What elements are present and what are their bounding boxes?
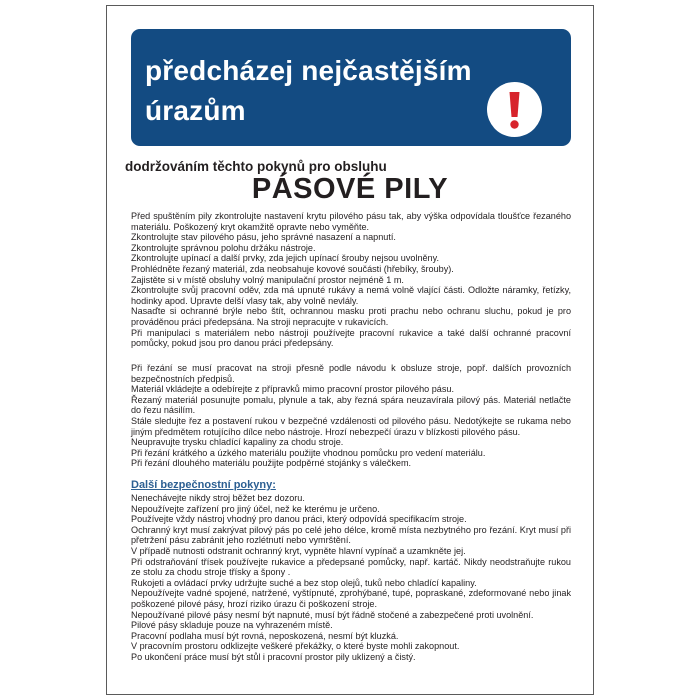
instruction-item: Zkontrolujte stav pilového pásu, jeho správné nasazení a napnutí. [131,232,396,243]
instruction-item: Nasaďte si ochranné brýle nebo štít, ochrannou masku proti prachu nebo ochranu sluchu, pokud je pro prováděnou práci předepsána. Na stroji nepracujte v rukavicích. [131,306,571,327]
instruction-item: Při řezání se musí pracovat na stroji přesně podle návodu k obsluze stroje, popř. dalších provozních bezpečnostních předpisů. [131,363,571,384]
safety-item: Pracovní podlaha musí být rovná, neposkozená, nesmí být kluzká. [131,630,399,641]
safety-item: Po ukončení práce musí být stůl i pracovní prostor pily uklizený a čistý. [131,651,416,662]
instruction-item: Před spuštěním pily zkontrolujte nastavení krytu pilového pásu tak, aby výška odpovídala tloušťce řezaného materiálu. Poškozený kryt okamžitě opravte nebo vyměňte. [131,211,571,232]
instruction-item: Při řezání krátkého a úzkého materiálu použijte vhodnou pomůcku pro vedení materiálu. [131,447,486,458]
instruction-item: Zkontrolujte správnou polohu držáku nástroje. [131,242,316,253]
instruction-item: Při manipulaci s materiálem nebo nástroji používejte pracovní rukavice a také další ochranné pracovní pomůcky, pokud jsou pro danou práci předepsány. [131,327,571,349]
instruction-item: Při řezání dlouhého materiálu použijte podpěrné stojánky s válečkem. [131,458,412,469]
safety-item: V pracovním prostoru odklizejte veškeré překážky, o které byste mohli zakopnout. [131,641,460,652]
instruction-item: Stále sledujte řez a postavení rukou v bezpečné vzdálenosti od pilového pásu. Nedotýkejte se rukama nebo jiným předmětem rotujícího dílce nebo nástroje. Hrozí nebezpečí úrazu v blízkosti pilového pásu. [131,415,571,437]
instruction-item: Neupravujte trysku chladící kapaliny za chodu stroje. [131,437,344,448]
safety-item: Nenechávejte nikdy stroj běžet bez dozoru. [131,493,305,503]
main-title: PÁSOVÉ PILY [251,173,449,205]
header-banner [131,29,571,146]
banner-title: předcházej nejčastějším úrazům [145,55,472,126]
safety-item: Ochranný kryt musí zakrývat pilový pás po celé jeho délce, kromě místa nezbytného pro řezání. Kryt musí při přetržení pásu zabránit jeho rozlétnutí nebo vymrštění. [131,524,571,546]
instruction-item: Prohlédněte řezaný materiál, zda neobsahuje kovové součásti (hřebíky, šrouby). [131,263,454,274]
instruction-item: Zkontrolujte svůj pracovní oděv, zda má upnuté rukávy a nemá volně vlající části. Odložte náramky, řetízky, hodinky apod. Upravte delší vlasy tak, aby volně nevlály. [131,285,571,306]
safety-item: Používejte vždy nástroj vhodný pro danou práci, který odpovídá specifikacím stroje. [131,514,467,525]
instruction-item: Zajistěte si v místě obsluhy volný manipulační prostor nejméně 1 m. [131,274,404,285]
safety-item: Nepoužívejte vadné spojené, natržené, vyštípnuté, zprohýbané, tupé, popraskané, zdeformované nebo jinak poškozené pilové pásy, hrozí riziko úrazu či poškození stroje. [131,588,571,609]
safety-item: Nepoužívejte zařízení pro jiný účel, než ke kterému je určeno. [131,503,380,514]
instructions-block-1 [131,211,571,349]
exclamation-warning-icon [487,82,542,137]
instruction-item: Zkontrolujte upínací a další prvky, zda jejich upínací šrouby nejsou uvolněny. [131,253,440,264]
instruction-item: Materiál vkládejte a odebírejte z přípravků mimo pracovní prostor pilového pásu. [131,384,454,395]
instructions-block-2 [131,363,571,469]
exclamation-mark-glyph [487,82,542,137]
safety-item: Nepoužívané pilové pásy nesmí být napnuté, musí být řádně stočené a zabezpečené proti uvolnění. [131,609,534,620]
subtitle: dodržováním těchto pokynů pro obsluhu [125,159,387,174]
safety-instructions-block [131,493,571,663]
instruction-item: Řezaný materiál posunujte pomalu, plynule a tak, aby řezná spára neuzavírala pilový pás. Materiál netlačte do řezu násilím. [131,394,571,416]
safety-item: V případě nutnosti odstranit ochranný kryt, vypněte hlavní vypínač a uzamkněte jej. [131,545,466,556]
section-heading-safety: Další bezpečnostní pokyny: [131,479,276,491]
safety-item: Při odstraňování třísek používejte rukavice a předepsané pomůcky, např. kartáč. Nikdy neodstraňujte rukou ze stolu za chodu stroje třísky a špony . [131,556,571,578]
safety-item: Rukojeti a ovládací prvky udržujte suché a bez stop olejů, tuků nebo chladící kapaliny. [131,577,477,588]
safety-item: Pilové pásy skladuje pouze na vyhrazeném místě. [131,620,333,631]
